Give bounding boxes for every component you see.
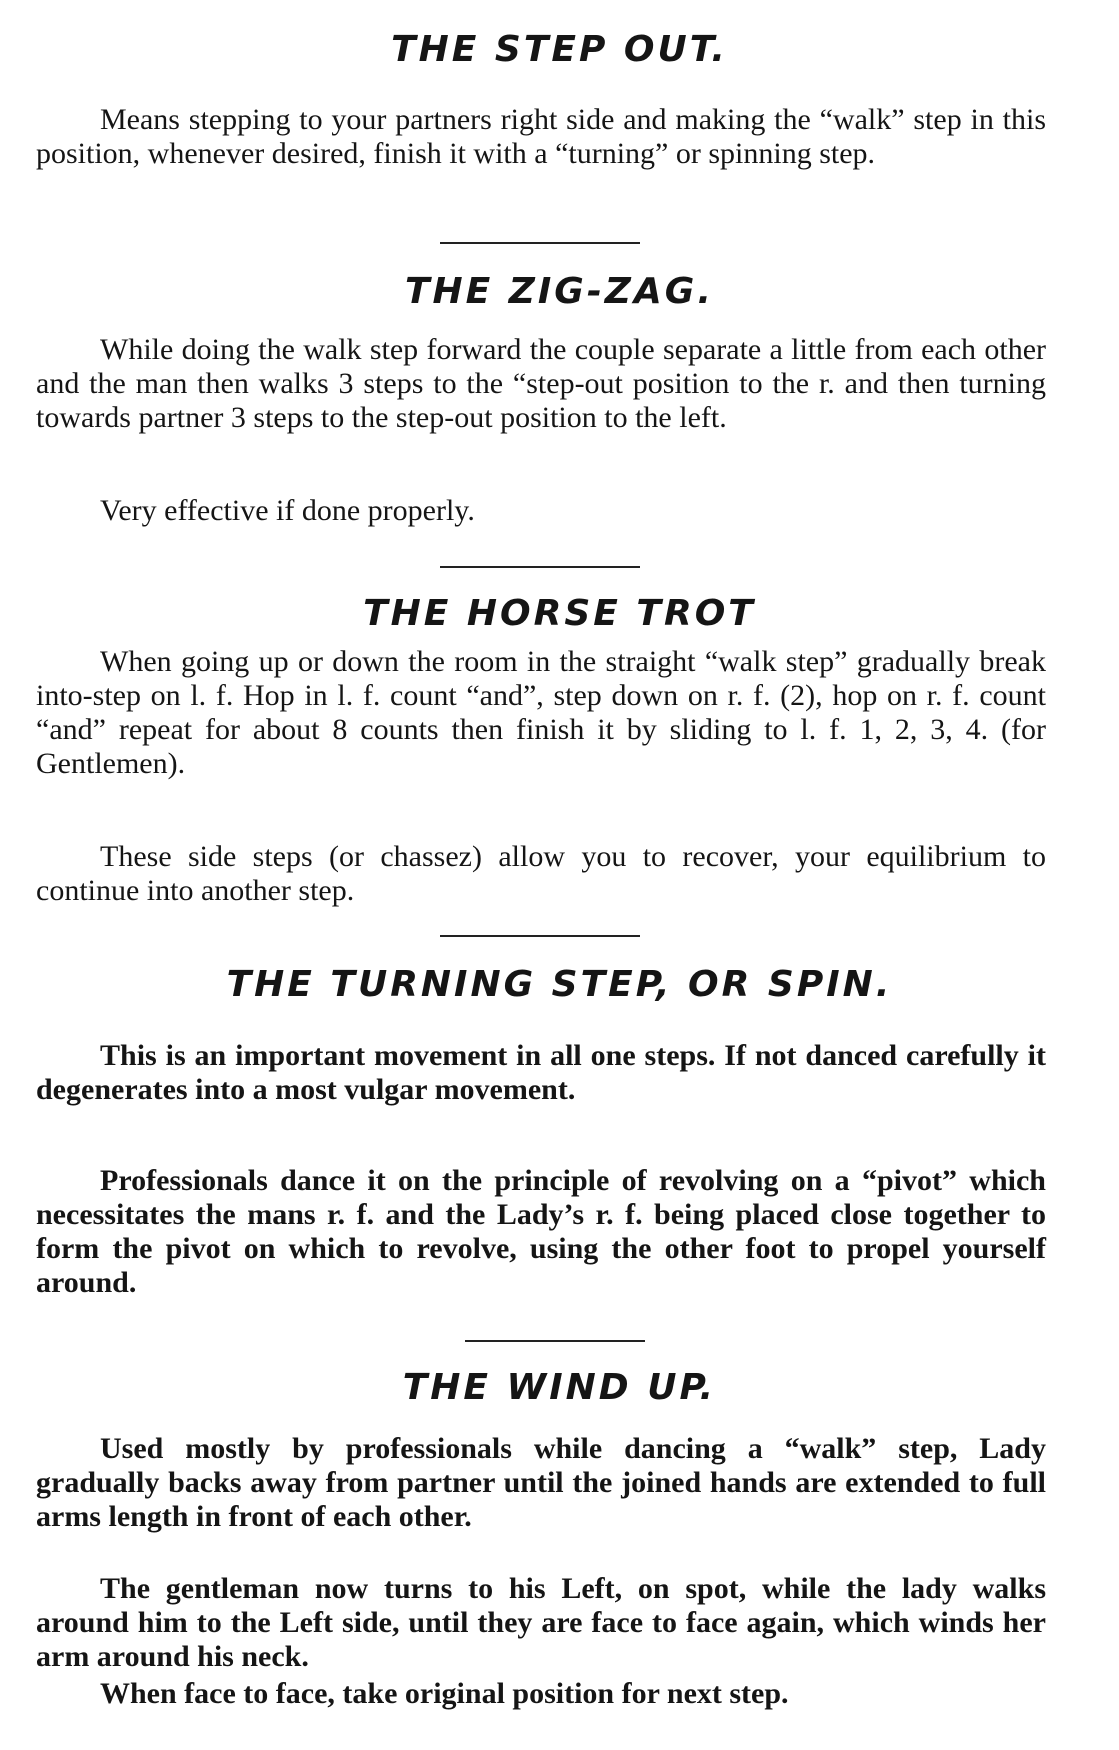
section-heading-zig-zag: THE ZIG-ZAG. bbox=[405, 271, 714, 312]
section-divider bbox=[440, 935, 640, 937]
turning-step-paragraph-1: This is an important movement in all one steps. If not danced carefully it degenerates into a most vulgar movement. bbox=[36, 1039, 1046, 1106]
section-heading-turning-step: THE TURNING STEP, OR SPIN. bbox=[226, 964, 893, 1005]
section-divider bbox=[465, 1340, 645, 1342]
section-heading-wind-up: THE WIND UP. bbox=[402, 1367, 717, 1408]
section-divider bbox=[440, 566, 640, 568]
wind-up-paragraph-3: When face to face, take original position for next step. bbox=[100, 1677, 789, 1710]
section-heading-horse-trot: THE HORSE TROT bbox=[363, 593, 756, 634]
zig-zag-paragraph-2: Very effective if done properly. bbox=[100, 494, 475, 527]
section-divider bbox=[440, 242, 640, 244]
zig-zag-paragraph-1: While doing the walk step forward the couple separate a little from each other and the man then walks 3 steps to the “step-out position to the r. and then turning towards partner 3 steps to the step-out position to the left. bbox=[36, 333, 1046, 434]
wind-up-paragraph-1: Used mostly by professionals while dancing a “walk” step, Lady gradually backs away from partner until the joined hands are extended to full arms length in front of each other. bbox=[36, 1432, 1046, 1533]
turning-step-paragraph-2: Professionals dance it on the principle of revolving on a “pivot” which necessitates the mans r. f. and the Lady’s r. f. being placed close together to form the pivot on which to revolve, using the other foot to propel yourself around. bbox=[36, 1164, 1046, 1299]
wind-up-paragraph-2: The gentleman now turns to his Left, on spot, while the lady walks around him to the Left side, until they are face to face again, which winds her arm around his neck. bbox=[36, 1572, 1046, 1673]
step-out-paragraph: Means stepping to your partners right side and making the “walk” step in this position, whenever desired, finish it with a “turning” or spinning step. bbox=[36, 103, 1046, 170]
section-heading-step-out: THE STEP OUT. bbox=[391, 29, 728, 70]
horse-trot-paragraph-2: These side steps (or chassez) allow you to recover, your equilibrium to continue into another step. bbox=[36, 840, 1046, 907]
horse-trot-paragraph-1: When going up or down the room in the straight “walk step” gradually break into-step on l. f. Hop in l. f. count “and”, step down on r. f. (2), hop on r. f. count “and” repeat for about 8 counts then finish it by sliding to l. f. 1, 2, 3, 4. (for Gentlemen). bbox=[36, 645, 1046, 780]
